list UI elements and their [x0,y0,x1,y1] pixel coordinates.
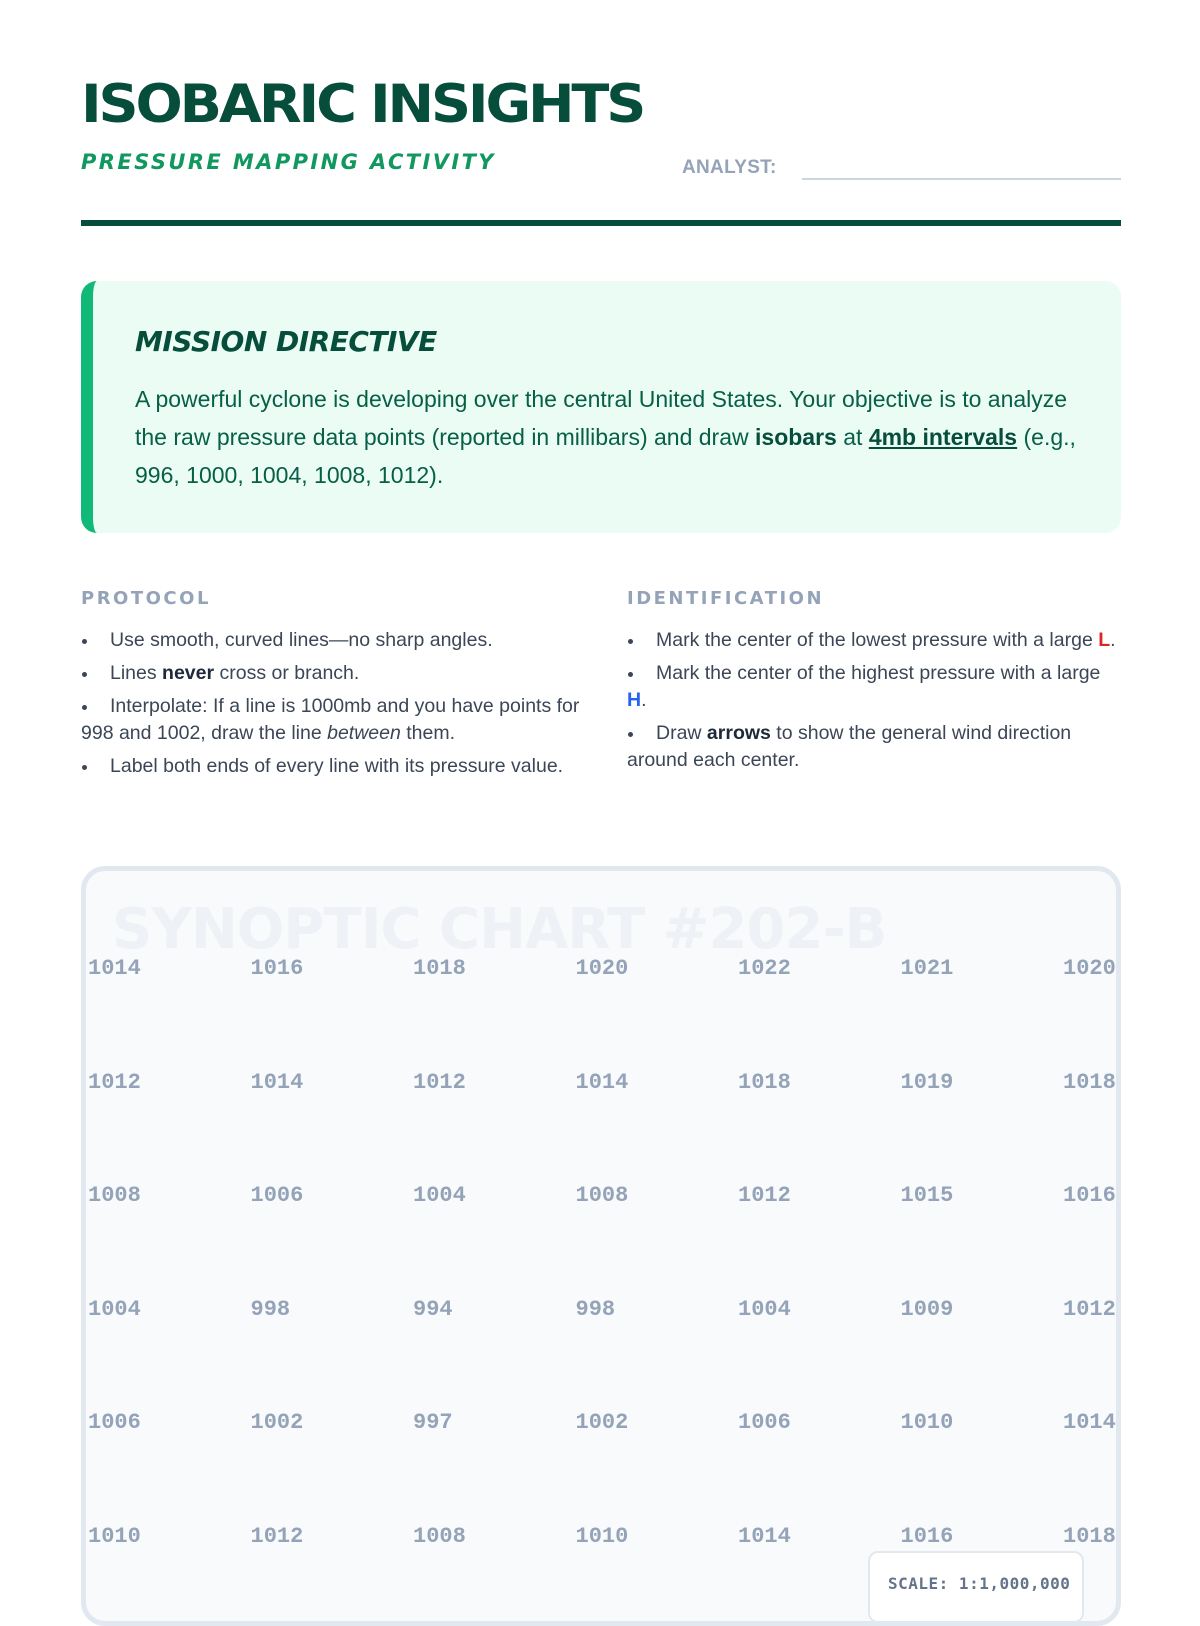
identification-section [627,588,1121,780]
page-subtitle: PRESSURE MAPPING ACTIVITY [81,150,496,174]
list-item [81,660,581,687]
list-item-text: Mark the center of the lowest pressure with a large [656,629,1099,651]
list-item-emphasis: arrows [706,722,771,744]
pressure-reading: 1016 [1063,1183,1116,1208]
pressure-reading: 1012 [88,1069,141,1095]
high-pressure-mark: H [627,689,642,711]
list-item-period: . [1110,629,1116,651]
list-item-text: cross or branch. [214,662,360,684]
pressure-reading: 1002 [250,1410,304,1435]
page-title: ISOBARIC INSIGHTS [81,74,644,135]
pressure-reading: 1020 [1063,956,1116,981]
pressure-reading: 997 [413,1410,453,1435]
low-pressure-mark: L [1098,629,1111,651]
mission-text-part: at [836,424,869,450]
pressure-reading: 1015 [900,1183,954,1208]
pressure-reading: 1008 [575,1183,629,1208]
pressure-reading: 1014 [738,1523,791,1549]
pressure-reading: 1016 [900,1523,954,1549]
pressure-reading: 1009 [900,1296,954,1322]
mission-text [135,380,1085,494]
pressure-reading: 998 [575,1296,616,1322]
list-item [627,720,1121,774]
mission-title: MISSION DIRECTIVE [135,325,437,358]
pressure-reading: 1006 [88,1410,141,1435]
pressure-reading: 1004 [413,1183,466,1208]
pressure-reading: 1018 [413,956,466,981]
pressure-reading: 1010 [900,1410,954,1435]
list-item-text: to show the general wind direction around each center. [627,722,1072,771]
pressure-reading: 1008 [413,1523,466,1549]
pressure-reading: 1014 [250,1069,304,1095]
mission-intervals: 4mb intervals [868,424,1018,450]
list-item [627,660,1121,714]
analyst-name-field[interactable] [802,178,1121,180]
pressure-reading: 1012 [738,1183,791,1208]
pressure-reading: 1010 [575,1523,629,1549]
list-item-text: Use smooth, curved lines—no sharp angles. [110,629,493,651]
pressure-reading: 1019 [900,1069,954,1095]
mission-text-part: A powerful cyclone is developing over the central United States. Your objective is to analyze the raw pressure data points (reported in millibars) and draw [135,386,1068,450]
header-divider [81,220,1121,226]
worksheet-page [81,0,1121,1600]
list-item [627,627,1121,654]
list-item [81,693,581,747]
pressure-reading: 1002 [575,1410,629,1435]
list-item [81,627,581,654]
list-item-period: . [641,689,647,711]
mission-text-part: (e.g., 996, 1000, 1004, 1008, 1012). [135,424,1076,488]
scale-badge [868,1551,1084,1623]
pressure-reading: 1012 [413,1069,466,1095]
pressure-reading: 998 [250,1296,291,1322]
list-item [81,753,581,780]
list-item-emphasis: never [162,662,215,684]
pressure-reading: 1014 [575,1069,629,1095]
protocol-heading: PROTOCOL [81,588,211,609]
pressure-reading: 1020 [575,956,629,981]
list-item-text: Draw [656,722,707,744]
pressure-reading: 1004 [88,1296,141,1322]
identification-heading: IDENTIFICATION [627,588,825,609]
mission-directive-card [81,281,1121,533]
pressure-reading: 1018 [1063,1523,1116,1549]
pressure-reading: 1018 [738,1069,791,1095]
pressure-reading: 1018 [1063,1069,1116,1095]
mission-isobars: isobars [755,424,837,450]
list-item-text: Interpolate: If a line is 1000mb and you have points for 998 and 1002, draw the line [81,695,580,744]
pressure-reading: 1016 [250,956,304,981]
protocol-section [81,588,581,786]
analyst-label: ANALYST: [682,157,777,178]
pressure-reading: 1022 [738,956,791,981]
pressure-reading: 1006 [738,1410,791,1435]
identification-list [627,627,1121,774]
synoptic-chart[interactable] [81,866,1121,1626]
pressure-reading: 1012 [1063,1296,1116,1322]
pressure-reading: 1008 [88,1183,141,1208]
pressure-reading: 1004 [738,1296,791,1322]
pressure-reading: 1012 [250,1523,304,1549]
pressure-reading: 1014 [1063,1410,1116,1435]
pressure-reading: 1014 [88,956,141,981]
list-item-emphasis: between [327,722,401,744]
pressure-reading: 994 [413,1296,453,1322]
pressure-reading: 1021 [900,956,954,981]
list-item-text: Label both ends of every line with its pressure value. [110,755,564,777]
protocol-list [81,627,581,780]
chart-watermark: SYNOPTIC CHART #202-B [112,897,887,962]
list-item-text: Lines [110,662,163,684]
list-item-text: them. [400,722,456,744]
pressure-reading: 1010 [88,1523,141,1549]
pressure-reading: 1006 [250,1183,304,1208]
list-item-text: Mark the center of the highest pressure with a large [656,662,1101,684]
scale-label: SCALE: 1:1,000,000 [888,1574,1071,1593]
